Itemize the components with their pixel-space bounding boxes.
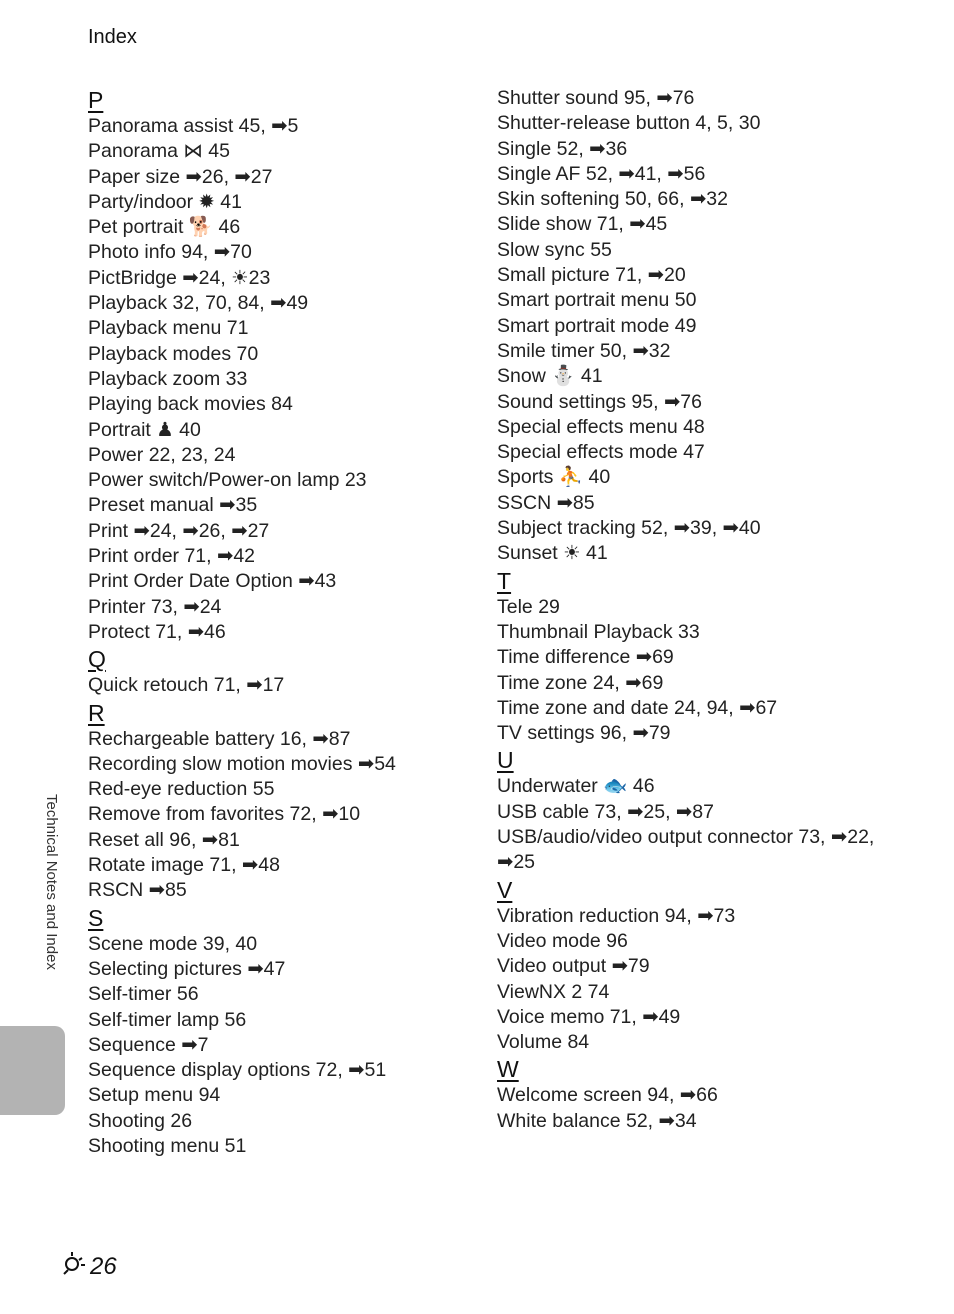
index-entry: Playback modes 70 <box>88 342 259 365</box>
index-letter-heading: Q <box>88 646 106 673</box>
index-entry: Time zone 24, ➡69 <box>497 671 664 694</box>
index-entry: Scene mode 39, 40 <box>88 932 258 955</box>
index-entry: Recording slow motion movies ➡54 <box>88 752 396 775</box>
index-entry: Self-timer 56 <box>88 983 199 1006</box>
index-entry: Quick retouch 71, ➡17 <box>88 674 285 697</box>
index-entry: Time difference ➡69 <box>497 646 674 669</box>
index-entry: Shutter sound 95, ➡76 <box>497 87 695 109</box>
index-entry: Thumbnail Playback 33 <box>497 620 700 643</box>
index-entry: Sequence display options 72, ➡51 <box>88 1059 387 1082</box>
index-entry: Selecting pictures ➡47 <box>88 957 286 980</box>
index-entry: Protect 71, ➡46 <box>88 620 226 643</box>
page-number: 26 <box>90 1252 117 1280</box>
index-entry: Smart portrait mode 49 <box>497 314 697 337</box>
index-entry: Snow ⛄ 41 <box>497 365 603 388</box>
index-entry: Shooting menu 51 <box>88 1134 247 1157</box>
index-entry: Shooting 26 <box>88 1109 193 1132</box>
index-entry: Playback zoom 33 <box>88 367 248 390</box>
index-entry: Photo info 94, ➡70 <box>88 241 252 264</box>
index-entry: White balance 52, ➡34 <box>497 1109 697 1132</box>
index-entry: Print order 71, ➡42 <box>88 545 256 568</box>
index-entry: Portrait ♟ 40 <box>88 418 201 441</box>
index-entry: Underwater 🐟 46 <box>497 775 655 798</box>
index-entry: Time zone and date 24, 94, ➡67 <box>497 696 778 719</box>
index-entry: Playback menu 71 <box>88 317 249 340</box>
index-entry: Pet portrait 🐕 46 <box>88 216 241 239</box>
index-entry: Single AF 52, ➡41, ➡56 <box>497 162 706 185</box>
index-entry: TV settings 96, ➡79 <box>497 722 671 745</box>
index-entry: Sound settings 95, ➡76 <box>497 390 702 413</box>
index-column-left <box>88 86 488 1159</box>
index-letter-heading: P <box>88 87 104 113</box>
index-entry: Playing back movies 84 <box>88 393 293 416</box>
index-entry: SSCN ➡85 <box>497 491 595 514</box>
index-entry: Subject tracking 52, ➡39, ➡40 <box>497 517 761 540</box>
index-entry: Slide show 71, ➡45 <box>497 213 668 236</box>
index-entry: Sports ⛹ 40 <box>497 466 611 489</box>
index-entry: Setup menu 94 <box>88 1084 221 1107</box>
index-entry: Special effects menu 48 <box>497 415 705 438</box>
index-entry: Video output ➡79 <box>497 955 650 978</box>
index-entry: Volume 84 <box>497 1031 590 1054</box>
page-footer <box>60 1250 117 1283</box>
index-entry: Video mode 96 <box>497 929 628 952</box>
index-entry: Panorama assist 45, ➡5 <box>88 115 299 137</box>
index-entry: Shutter-release button 4, 5, 30 <box>497 112 761 135</box>
index-entry: Print Order Date Option ➡43 <box>88 570 337 593</box>
index-entry: Self-timer lamp 56 <box>88 1008 247 1031</box>
index-entry: Single 52, ➡36 <box>497 137 628 160</box>
index-entry: Paper size ➡26, ➡27 <box>88 165 273 188</box>
index-entry: Red-eye reduction 55 <box>88 778 275 801</box>
index-entry: Playback 32, 70, 84, ➡49 <box>88 292 309 315</box>
index-entry: Preset manual ➡35 <box>88 494 258 517</box>
page-header-title: Index <box>88 26 137 48</box>
index-letter-heading: S <box>88 904 104 931</box>
index-entry: Welcome screen 94, ➡66 <box>497 1084 718 1107</box>
index-entry: Smile timer 50, ➡32 <box>497 339 671 362</box>
index-entry: Tele 29 <box>497 595 560 618</box>
index-entry: USB/audio/video output connector 73, ➡22, ➡25 <box>497 826 875 874</box>
technical-notes-icon <box>60 1250 90 1283</box>
index-entry: USB cable 73, ➡25, ➡87 <box>497 800 714 823</box>
index-column-right <box>497 86 917 1134</box>
index-entry: Remove from favorites 72, ➡10 <box>88 803 361 826</box>
index-entry: Sunset ☀ 41 <box>497 542 608 565</box>
index-entry: Small picture 71, ➡20 <box>497 264 686 287</box>
index-entry: Party/indoor ✹ 41 <box>88 190 243 213</box>
index-letter-heading: U <box>497 747 514 774</box>
index-entry: Sequence ➡7 <box>88 1033 209 1056</box>
index-entry: Power 22, 23, 24 <box>88 443 236 466</box>
index-letter-heading: W <box>497 1056 519 1083</box>
index-entry: Print ➡24, ➡26, ➡27 <box>88 519 270 542</box>
index-entry: PictBridge ➡24, ☀23 <box>88 266 271 289</box>
index-entry: Printer 73, ➡24 <box>88 595 222 618</box>
index-entry: Panorama ⋈ 45 <box>88 140 230 163</box>
index-entry: Power switch/Power-on lamp 23 <box>88 469 367 492</box>
index-entry: Slow sync 55 <box>497 238 612 261</box>
index-entry: Vibration reduction 94, ➡73 <box>497 904 736 927</box>
index-entry: Smart portrait menu 50 <box>497 289 697 312</box>
index-letter-heading: V <box>497 876 513 903</box>
index-entry: Reset all 96, ➡81 <box>88 828 240 851</box>
index-entry: Special effects mode 47 <box>497 441 705 464</box>
index-entry: RSCN ➡85 <box>88 879 187 902</box>
section-tab <box>0 1026 65 1115</box>
index-letter-heading: T <box>497 567 512 594</box>
index-entry: Rechargeable battery 16, ➡87 <box>88 727 351 750</box>
index-entry: ViewNX 2 74 <box>497 980 610 1003</box>
index-letter-heading: R <box>88 699 105 726</box>
index-entry: Skin softening 50, 66, ➡32 <box>497 188 728 211</box>
index-entry: Rotate image 71, ➡48 <box>88 854 280 877</box>
index-entry: Voice memo 71, ➡49 <box>497 1005 681 1028</box>
side-tab-label: Technical Notes and Index <box>43 794 60 970</box>
